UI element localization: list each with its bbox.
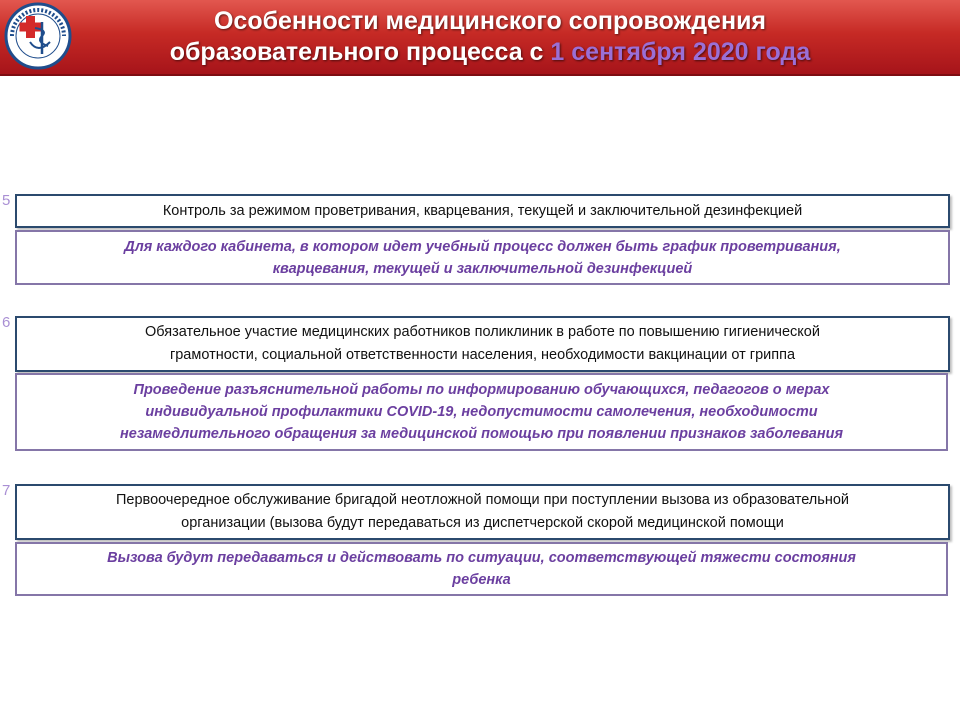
item-7-detail-box (15, 542, 948, 596)
title-line-1: Особенности медицинского сопровождения (213, 7, 767, 35)
item-number-7: 7 (2, 482, 11, 499)
item-5-detail-line-2: кварцевания, текущей и заключительной дезинфекцией (272, 260, 693, 277)
item-7-detail-line-1: Вызова будут передаваться и действовать по ситуации, соответствующей тяжести состояния (107, 550, 856, 566)
title-line-2-text: образовательного процесса с (169, 38, 551, 66)
page-title (80, 6, 900, 68)
item-5-heading-box (15, 194, 950, 228)
item-6-detail-box (15, 373, 948, 451)
item-5-heading: Контроль за режимом проветривания, кварцевания, текущей и заключительной дезинфекцией (162, 202, 803, 219)
item-7-heading-line-2: организации (вызова будут передаваться из диспетчерской скорой медицинской помощи (181, 515, 784, 531)
item-6-detail-line-1: Проведение разъяснительной работы по информированию обучающихся, педагогов о мерах (133, 382, 830, 398)
item-6-detail-line-2: индивидуальной профилактики COVID-19, недопустимости самолечения, необходимости (145, 404, 818, 420)
item-6-heading-box (15, 316, 950, 372)
title-date-highlight: 1 сентября 2020 года (550, 38, 811, 66)
item-5-detail-line-1: Для каждого кабинета, в котором идет учебный процесс должен быть график проветривания, (124, 238, 841, 255)
item-5-detail-box (15, 230, 950, 285)
title-line-2 (80, 37, 900, 68)
item-6-heading-line-2: грамотности, социальной ответственности населения, необходимости вакцинации от гриппа (169, 347, 796, 363)
item-6-heading-line-1: Обязательное участие медицинских работников поликлиник в работе по повышению гигиенической (145, 324, 820, 340)
item-number-5: 5 (2, 192, 11, 209)
item-7-heading-box (15, 484, 950, 540)
item-7-detail-line-2: ребенка (452, 572, 511, 588)
medical-emblem-icon (4, 2, 72, 70)
header-banner (0, 0, 960, 76)
item-6-detail-line-3: незамедлительного обращения за медицинской помощью при появлении признаков заболевания (120, 426, 843, 442)
item-7-heading-line-1: Первоочередное обслуживание бригадой неотложной помощи при поступлении вызова из образовательной (116, 492, 849, 508)
item-number-6: 6 (2, 314, 11, 331)
